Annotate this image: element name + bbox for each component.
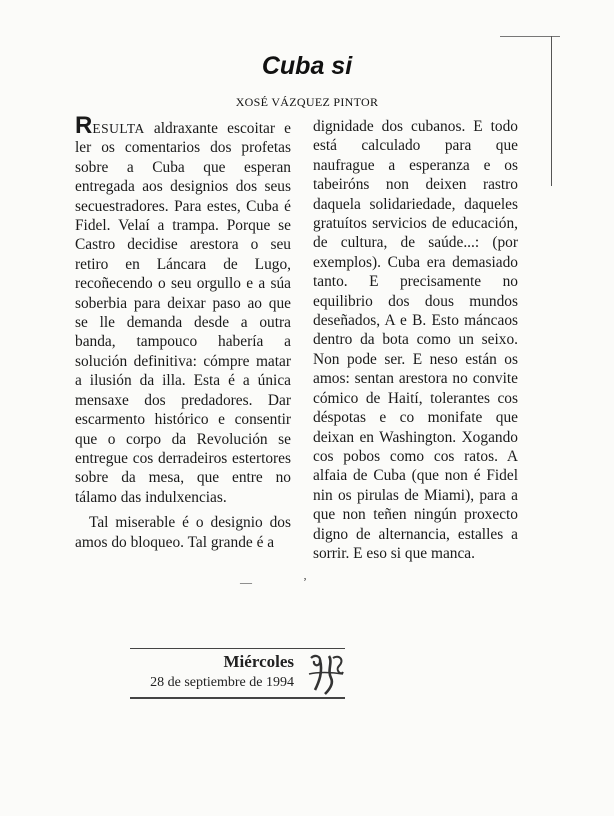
drop-cap: R [75, 112, 93, 139]
article-column-right [313, 117, 518, 563]
article-paragraph-1 [75, 112, 291, 507]
paragraph-1-text: aldraxante escoitar e ler os comentarios dos profetas sobre a Cuba que esperan entregada aos designios dos seus secuestradores. Para estes, Cuba é Fidel. Velaí a trampa. Porque se Castro decidise arestora o seu retiro en Láncara de Lugo, recoñecendo o seu orgullo e a súa soberbia para deixar paso ao que se lle demanda desde a outra banda, tampouco habería a solución definitiva: cómpre matar a ilusión da illa. Esta é a única mensaxe dos predadores. Dar escarmento histórico e consentir que o corpo da Revolución se entregue cos derradeiros estertores sobre da mesa, que entre no tálamo das indulxencias. [75, 120, 291, 506]
article-paragraph-2-continued: dignidade dos cubanos. E todo está calculado para que naufrague a esperanza e os tabeiróns non deixen rastro daquela solidariedade, daqueles gratuítos servicios de educación, de cultura, de saúde...: (por exemplos). Cuba era demasiado tanto. E precisamente no equilibrio dos dous mundos deseñados, A e B. Esto máncaos dentro da bota como un seixo. Non pode ser. E neso están os amos: sentan arestora no convite cómico de Haití, tolerantes cos déspotas e co monifate que deixan en Washington. Xogando cos pobos como cos ratos. A alfaia de Cuba (que non é Fidel nin os pirulas de Miami), para a que non teñen ningún proxecto digno de alternancia, estalles a sorrir. E eso si que manca. [313, 118, 518, 562]
footer-date: 28 de septiembre de 1994 [150, 675, 294, 690]
article-column-left [75, 112, 291, 552]
article-paragraph-2-start: Tal miserable é o designio dos amos do bloqueo. Tal grande é a [75, 514, 291, 551]
footer-top-rule [130, 648, 345, 649]
footer-day: Miércoles [223, 652, 294, 671]
article-title: Cuba si [261, 52, 353, 80]
scan-marks: — ʼ [240, 575, 307, 589]
newspaper-logo-icon [305, 652, 347, 696]
opening-caps: ESULTA [92, 121, 145, 136]
article-byline: XOSÉ VÁZQUEZ PINTOR [235, 95, 379, 109]
footer-bottom-rule [130, 697, 345, 699]
